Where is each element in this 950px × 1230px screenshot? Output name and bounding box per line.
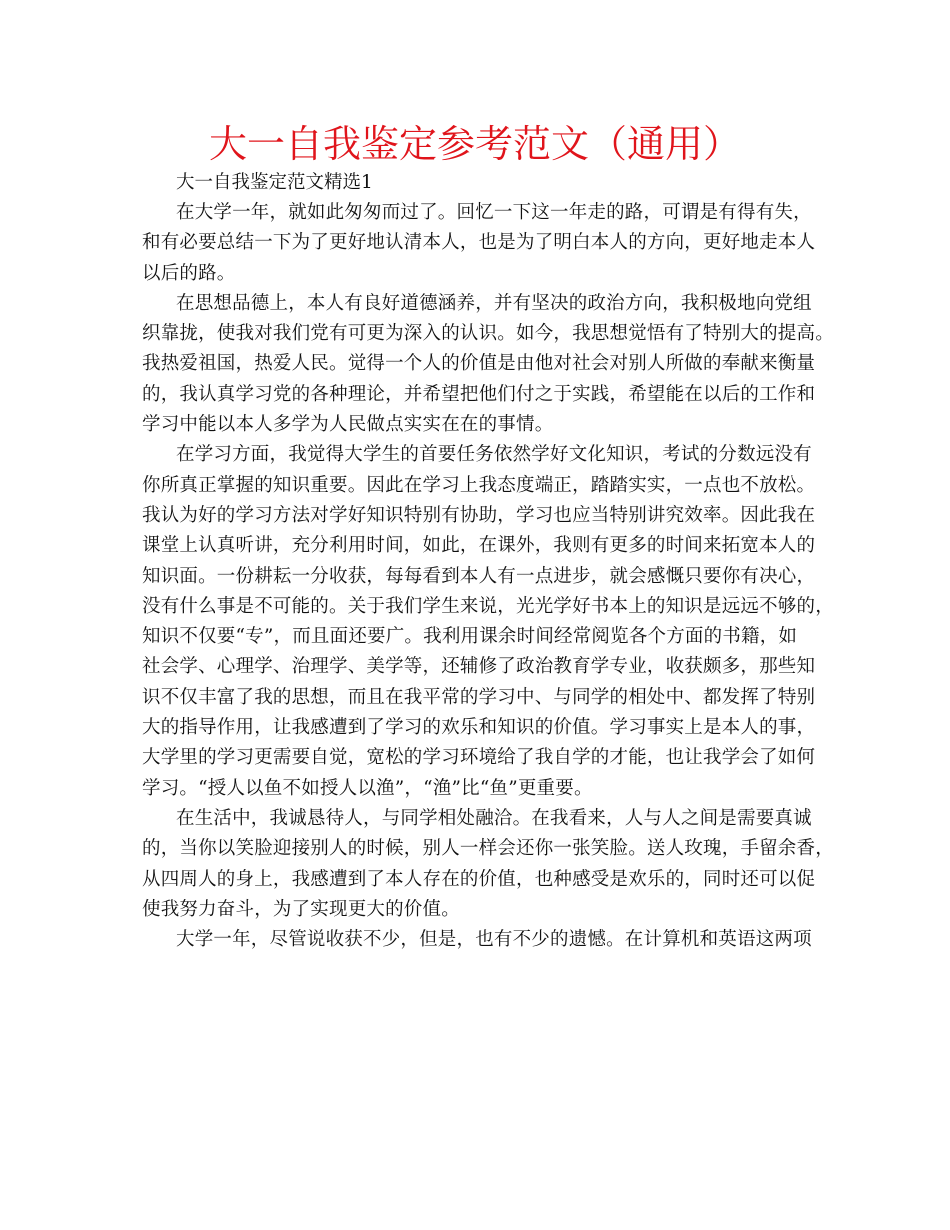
paragraph-line: 学习。“授人以鱼不如授人以渔”，“渔”比“鱼”更重要。 [142,777,593,799]
paragraph [142,440,834,804]
paragraph-line: 在生活中，我诚恳待人，与同学相处融洽。在我看来，人与人之间是需要真诚 [176,807,812,829]
paragraph-line: 从四周人的身上，我感遭到了本人存在的价值，也种感受是欢乐的，同时还可以促 [142,868,816,890]
paragraph [142,289,834,440]
paragraph-line: 以后的路。 [142,262,236,284]
paragraph-line: 学习中能以本人多学为人民做点实实在在的事情。 [142,414,554,436]
paragraph-line: 没有什么事是不可能的。关于我们学生来说，光光学好书本上的知识是远远不够的， [142,595,834,617]
section-heading: 大一自我鉴定范文精选1 [176,172,373,193]
paragraph-line: 知识面。一份耕耘一分收获，每每看到本人有一点进步，就会感慨只要你有决心， [142,565,816,587]
paragraph [142,804,834,925]
paragraph-line: 使我努力奋斗，为了实现更大的价值。 [142,898,460,920]
paragraph-line: 的，当你以笑脸迎接别人的时候，别人一样会还你一张笑脸。送人玫瑰，手留余香， [142,838,834,860]
paragraph [142,198,822,289]
paragraph-line: 和有必要总结一下为了更好地认清本人，也是为了明白本人的方向，更好地走本人 [142,232,816,254]
paragraph-line: 大学里的学习更需要自觉，宽松的学习环境给了我自学的才能，也让我学会了如何 [142,747,816,769]
paragraph-line: 知识不仅要“专”，而且面还要广。我利用课余时间经常阅览各个方面的书籍，如 [142,626,798,648]
paragraph-line: 在学习方面，我觉得大学生的首要任务依然学好文化知识，考试的分数远没有 [176,444,812,466]
paragraph-line: 我认为好的学习方法对学好知识特别有协助，学习也应当特别讲究效率。因此我在 [142,504,816,526]
paragraph-line: 识不仅丰富了我的思想，而且在我平常的学习中、与同学的相处中、都发挥了特别 [142,686,816,708]
paragraph-line: 社会学、心理学、治理学、美学等，还辅修了政治教育学专业，收获颇多，那些知 [142,656,816,678]
paragraph-line: 大的指导作用，让我感遭到了学习的欢乐和知识的价值。学习事实上是本人的事， [142,717,816,739]
paragraph-line: 在大学一年，就如此匆匆而过了。回忆一下这一年走的路，可谓是有得有失， [176,202,812,223]
paragraph-line: 你所真正掌握的知识重要。因此在学习上我态度端正，踏踏实实，一点也不放松。 [142,474,816,496]
paragraph-line: 织靠拢，使我对我们党有可更为深入的认识。如今，我思想觉悟有了特别大的提高。 [142,323,834,345]
paragraph-line: 我热爱祖国，热爱人民。觉得一个人的价值是由他对社会对别人所做的奉献来衡量 [142,353,816,375]
paragraph-line: 在思想品德上，本人有良好道德涵养，并有坚决的政治方向，我积极地向党组 [176,292,812,314]
body-text [142,198,834,955]
paragraph-line: 大学一年，尽管说收获不少，但是，也有不少的遗憾。在计算机和英语这两项 [176,929,812,951]
paragraph-line: 的，我认真学习党的各种理论，并希望把他们付之于实践，希望能在以后的工作和 [142,383,816,405]
page-title: 大一自我鉴定参考范文（通用） [208,122,741,166]
paragraph [142,925,822,955]
paragraph-line: 课堂上认真听讲，充分利用时间，如此，在课外，我则有更多的时间来拓宽本人的 [142,535,816,557]
